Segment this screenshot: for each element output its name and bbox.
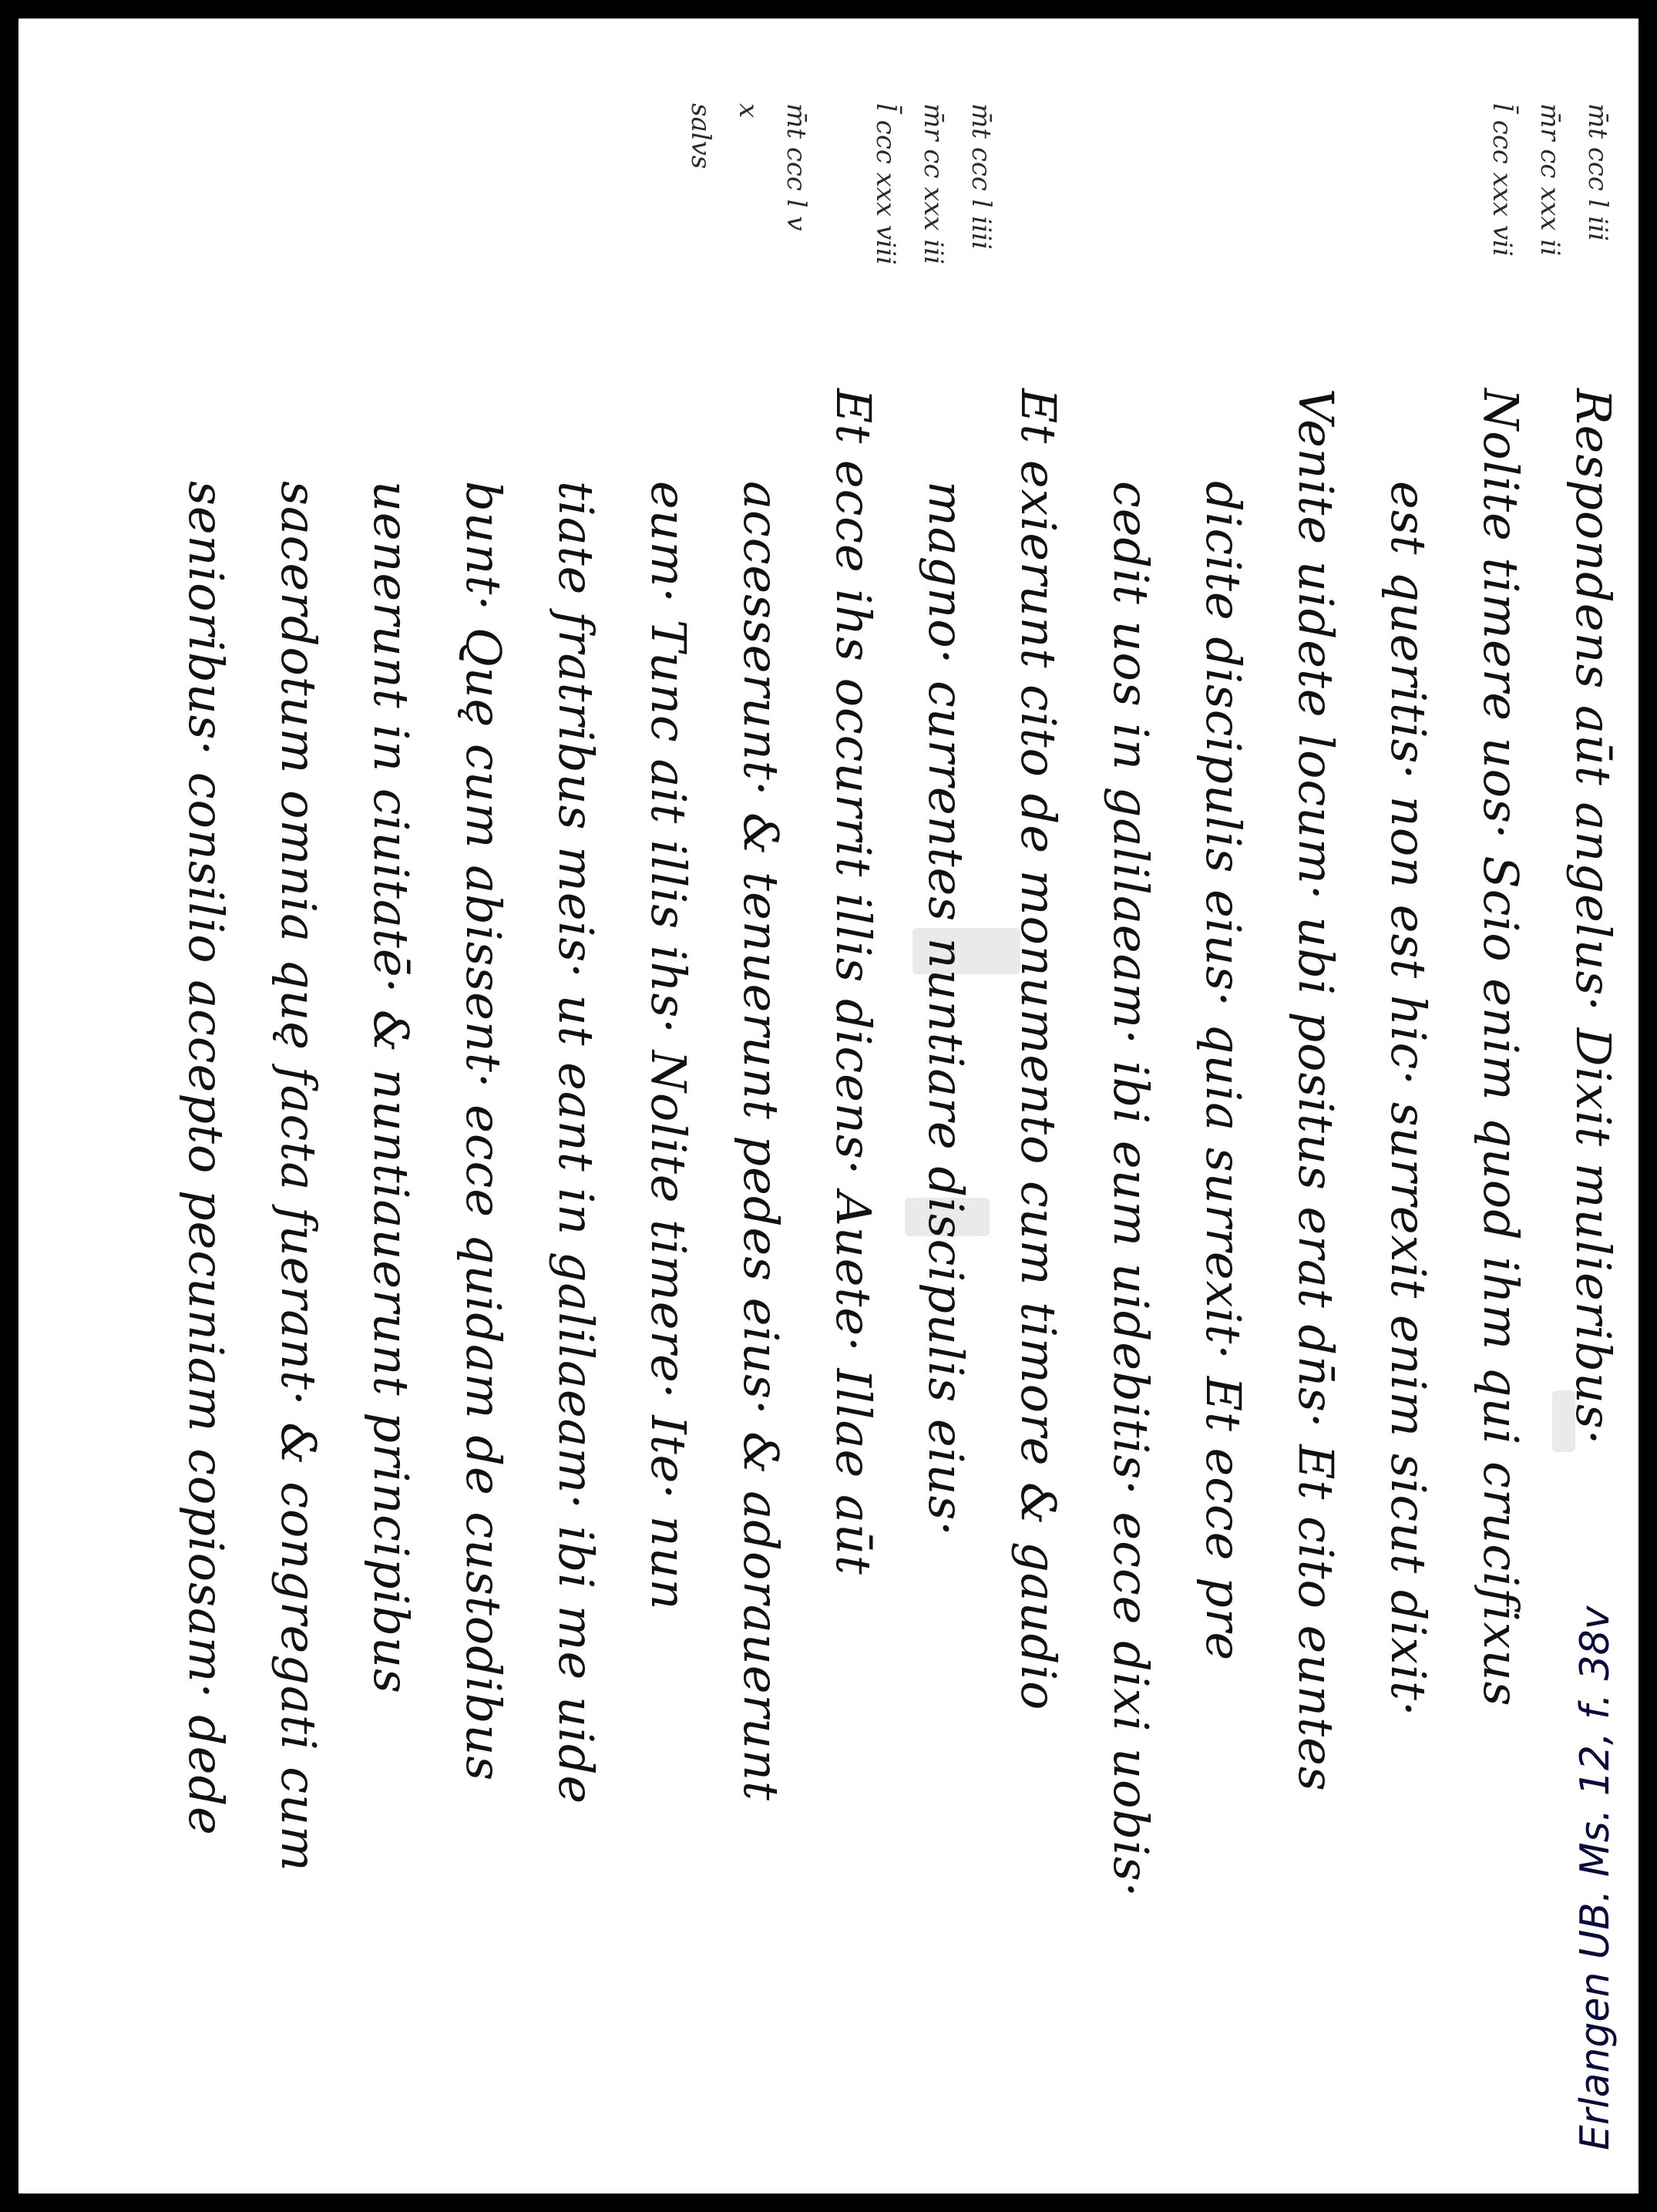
shelfmark-text: Erlangen UB. Ms. 12, f. 38v xyxy=(1572,1605,1618,2150)
text-line: Respondens aūt angelus· Dixit mulieribus· xyxy=(1565,388,1622,1446)
gloss-line: m̄t ccc l iii xyxy=(1582,103,1613,241)
text-line: cedit uos in galilaeam· ibi eum uidebitis· ecce dixi uobis· xyxy=(1103,481,1159,1898)
gloss-line: salvs xyxy=(685,103,716,170)
gloss-line: m̄t ccc l v xyxy=(781,103,812,231)
text-line: senioribus· consilio accepto pecuniam copiosam· dede xyxy=(178,481,234,1836)
text-line: tiate fratribus meis· ut eant in galilaeam· ibi me uide xyxy=(548,481,604,1805)
text-line: Et ecce ihs occurrit illis dicens· Auete· Illae aūt xyxy=(825,388,882,1575)
gloss-group-1 xyxy=(1478,103,1622,358)
text-line: Venite uidete locum· ubi positus erat dn̄s· Et cito euntes xyxy=(1288,388,1344,1792)
gloss-group-2 xyxy=(862,103,1005,358)
gloss-line: x xyxy=(733,103,764,119)
gloss-line: l̄ ccc xxx vii xyxy=(1487,103,1518,257)
text-line: uenerunt in ciuitatē· & nuntiauerunt principibus xyxy=(363,481,419,1694)
gloss-line: m̄t ccc l iiii xyxy=(966,103,997,250)
manuscript-folio xyxy=(88,80,1622,2192)
text-line: magno· currentes nuntiare discipulis eius· xyxy=(918,481,974,1538)
gloss-group-3 xyxy=(677,103,820,358)
text-line: accesserunt· & tenuerunt pedes eius· & adorauerunt xyxy=(733,481,789,1801)
text-line: bunt· Quę cum abissent· ecce quidam de custodibus xyxy=(455,481,512,1782)
marginal-glosses xyxy=(88,103,1622,358)
text-line: est queritis· non est hic· surrexit enim sicut dixit· xyxy=(1380,481,1437,1717)
text-line: sacerdotum omnia quę facta fuerant· & congregati cum xyxy=(271,481,327,1872)
text-line: eum· Tunc ait illis ihs· Nolite timere· Ite· nun xyxy=(640,481,697,1611)
shelfmark-annotation xyxy=(1572,1606,1618,2150)
gloss-line: m̄r cc xxx iii xyxy=(918,103,949,265)
gloss-line: l̄ ccc xxx viii xyxy=(870,103,901,265)
text-line: Et exierunt cito de monumento cum timore & gaudio xyxy=(1010,388,1067,1711)
gloss-line: m̄r cc xxx ii xyxy=(1534,103,1565,257)
text-line: Nolite timere uos· Scio enim quod ihm qui crucifixus xyxy=(1473,388,1529,1707)
manuscript-text xyxy=(88,388,1622,2115)
text-line: dicite discipulis eius· quia surrexit· Et ecce pre xyxy=(1195,481,1252,1662)
